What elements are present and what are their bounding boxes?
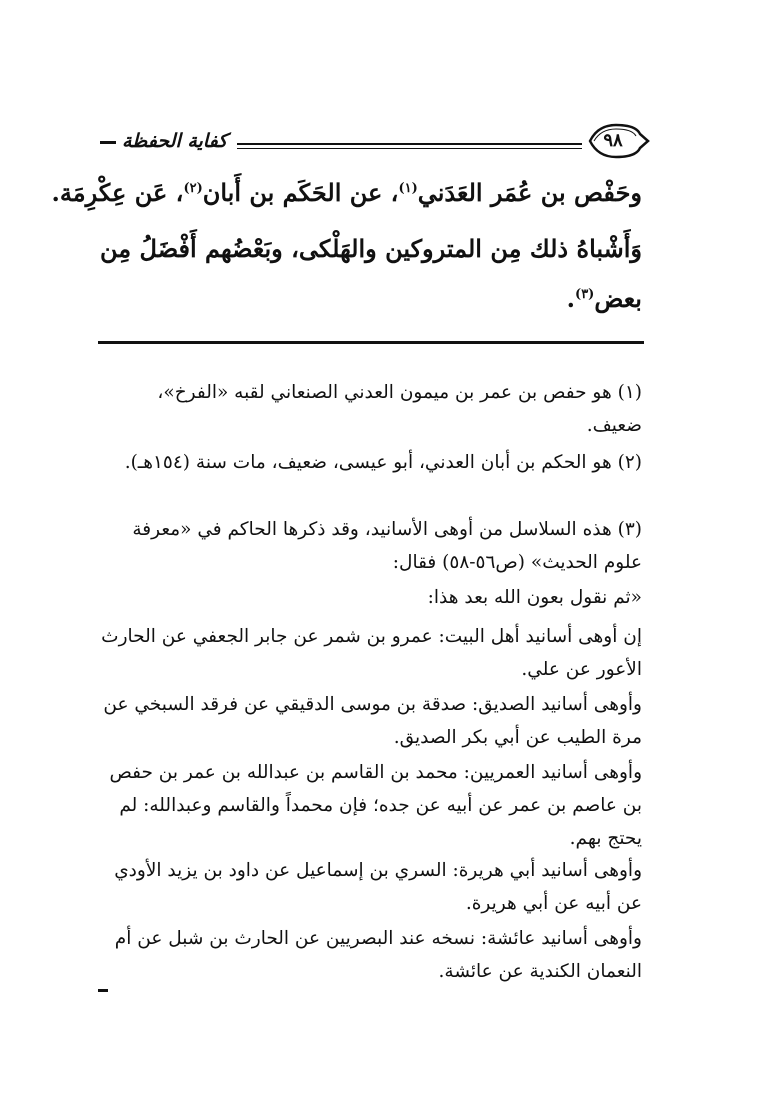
- footnote-quote-intro: «ثم نقول بعون الله بعد هذا:: [427, 587, 642, 608]
- footnote-1: (١) هو حفص بن عمر بن ميمون العدني الصنعاني لقبه «الفرخ»، ضعيف.: [157, 382, 642, 436]
- main-text-1b: ، عن الحَكَم بن أَبان: [202, 178, 399, 207]
- footnote-quote-aisha: وأوهى أسانيد عائشة: نسخه عند البصريين عن الحارث بن شبل عن أم النعمان الكندية عن عائشة.: [114, 928, 642, 982]
- main-line-1: [51, 178, 642, 207]
- footnote-ref-3: (٣): [575, 287, 595, 302]
- footnote-ref-1: (١): [398, 181, 418, 196]
- footnote-ref-2: (٢): [183, 181, 203, 196]
- main-text-1c: ، عَن عِكْرِمَة.: [51, 178, 184, 207]
- main-line-3: [100, 284, 642, 313]
- footnote-quote-ahl-al-bayt: إن أوهى أسانيد أهل البيت: عمرو بن شمر عن جابر الجعفي عن الحارث الأعور عن علي.: [101, 626, 642, 680]
- footnote-3: (٣) هذه السلاسل من أوهى الأسانيد، وقد ذكرها الحاكم في «معرفة علوم الحديث» (ص٥٦-٥٨) فقال:: [132, 519, 642, 573]
- running-title: [96, 130, 237, 152]
- page-number: ٩٨: [603, 130, 623, 151]
- main-text-3a: بعض: [594, 284, 642, 313]
- main-line-2: وَأَشْباهُ ذلك مِن المتروكين والهَلْكى، وبَعْضُهم أَفْضَلُ مِن: [100, 234, 642, 263]
- page-number-ornament: [586, 122, 650, 160]
- footnote-separator: [98, 341, 644, 344]
- footnote-quote-abu-hurayra: وأوهى أسانيد أبي هريرة: السري بن إسماعيل عن داود بن يزيد الأودي عن أبيه عن أبي هريرة.: [114, 860, 642, 914]
- footnote-quote-umariyyin: وأوهى أسانيد العمريين: محمد بن القاسم بن عبدالله بن عمر بن حفص بن عاصم بن عمر عن أبيه عن جده؛ فإن محمداً والقاسم وعبدالله: لم يحتج بهم.: [109, 762, 642, 849]
- end-mark: [98, 989, 108, 992]
- running-title-text: كفاية الحفظة: [122, 130, 228, 152]
- title-dash: [100, 141, 116, 144]
- page-header: [96, 118, 656, 168]
- main-text-1a: وحَفْص بن عُمَر العَدَني: [417, 178, 642, 207]
- main-text-3b: .: [566, 284, 576, 313]
- footnote-quote-siddiq: وأوهى أسانيد الصديق: صدقة بن موسى الدقيقي عن فرقد السبخي عن مرة الطيب عن أبي بكر الصديق.: [103, 694, 642, 748]
- footnote-2: (٢) هو الحكم بن أبان العدني، أبو عيسى، ضعيف، مات سنة (١٥٤هـ).: [124, 452, 642, 473]
